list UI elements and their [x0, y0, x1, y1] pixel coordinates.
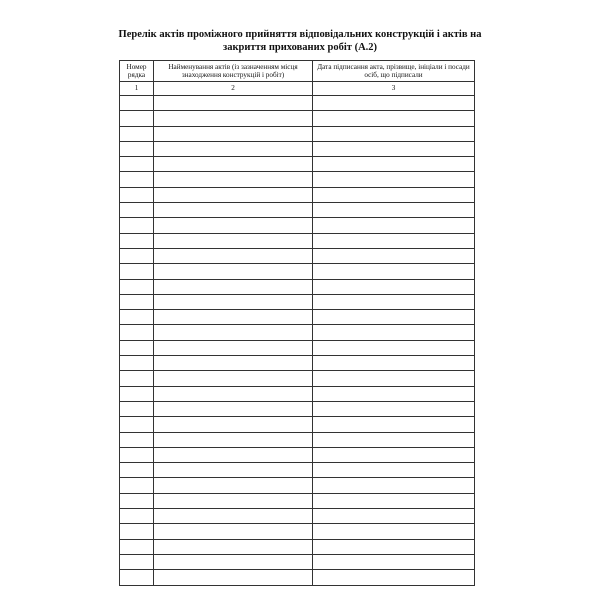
cell-signing-info	[313, 478, 475, 493]
cell-row-number	[120, 187, 154, 202]
header-row-number: Номер рядка	[120, 61, 154, 82]
cell-signing-info	[313, 509, 475, 524]
table-row	[120, 325, 475, 340]
cell-act-name	[154, 264, 313, 279]
cell-act-name	[154, 509, 313, 524]
table-row	[120, 340, 475, 355]
cell-signing-info	[313, 371, 475, 386]
cell-act-name	[154, 554, 313, 569]
title-line-1: Перелік актів проміжного прийняття відповідальних конструкцій і актів на	[118, 29, 482, 40]
cell-act-name	[154, 111, 313, 126]
cell-row-number	[120, 325, 154, 340]
cell-act-name	[154, 96, 313, 111]
table-row	[120, 371, 475, 386]
page-title	[100, 28, 500, 54]
cell-row-number	[120, 401, 154, 416]
table-row	[120, 401, 475, 416]
cell-act-name	[154, 248, 313, 263]
cell-signing-info	[313, 570, 475, 585]
cell-signing-info	[313, 279, 475, 294]
table-row	[120, 509, 475, 524]
cell-act-name	[154, 539, 313, 554]
table-row	[120, 111, 475, 126]
table-row	[120, 264, 475, 279]
cell-row-number	[120, 96, 154, 111]
table-row	[120, 493, 475, 508]
cell-signing-info	[313, 264, 475, 279]
cell-signing-info	[313, 111, 475, 126]
cell-signing-info	[313, 401, 475, 416]
cell-signing-info	[313, 294, 475, 309]
cell-row-number	[120, 279, 154, 294]
cell-signing-info	[313, 248, 475, 263]
cell-act-name	[154, 279, 313, 294]
cell-act-name	[154, 203, 313, 218]
table-row	[120, 294, 475, 309]
table-row	[120, 524, 475, 539]
cell-row-number	[120, 310, 154, 325]
table-row	[120, 157, 475, 172]
title-line-2: закриття прихованих робіт (А.2)	[222, 42, 378, 53]
cell-signing-info	[313, 386, 475, 401]
cell-row-number	[120, 478, 154, 493]
cell-act-name	[154, 157, 313, 172]
cell-row-number	[120, 570, 154, 585]
table-row	[120, 248, 475, 263]
cell-row-number	[120, 264, 154, 279]
cell-act-name	[154, 187, 313, 202]
cell-row-number	[120, 157, 154, 172]
cell-signing-info	[313, 524, 475, 539]
cell-signing-info	[313, 340, 475, 355]
cell-signing-info	[313, 126, 475, 141]
cell-act-name	[154, 570, 313, 585]
cell-row-number	[120, 493, 154, 508]
cell-signing-info	[313, 203, 475, 218]
table-row	[120, 218, 475, 233]
cell-row-number	[120, 233, 154, 248]
cell-signing-info	[313, 493, 475, 508]
cell-act-name	[154, 401, 313, 416]
table-row	[120, 478, 475, 493]
cell-act-name	[154, 172, 313, 187]
column-number-3: 3	[313, 82, 475, 96]
table-row	[120, 172, 475, 187]
cell-signing-info	[313, 356, 475, 371]
cell-signing-info	[313, 539, 475, 554]
cell-signing-info	[313, 141, 475, 156]
table-row	[120, 126, 475, 141]
table-row	[120, 96, 475, 111]
table-row	[120, 554, 475, 569]
table-row	[120, 310, 475, 325]
cell-row-number	[120, 141, 154, 156]
table-row	[120, 417, 475, 432]
cell-act-name	[154, 386, 313, 401]
cell-signing-info	[313, 187, 475, 202]
cell-act-name	[154, 463, 313, 478]
cell-act-name	[154, 340, 313, 355]
table-row	[120, 539, 475, 554]
column-number-2: 2	[154, 82, 313, 96]
cell-act-name	[154, 417, 313, 432]
cell-act-name	[154, 218, 313, 233]
cell-signing-info	[313, 157, 475, 172]
table-row	[120, 356, 475, 371]
table-row	[120, 432, 475, 447]
cell-act-name	[154, 478, 313, 493]
cell-row-number	[120, 248, 154, 263]
cell-act-name	[154, 524, 313, 539]
cell-row-number	[120, 111, 154, 126]
cell-signing-info	[313, 172, 475, 187]
cell-row-number	[120, 447, 154, 462]
cell-row-number	[120, 371, 154, 386]
cell-signing-info	[313, 447, 475, 462]
table-row	[120, 279, 475, 294]
cell-signing-info	[313, 233, 475, 248]
cell-signing-info	[313, 463, 475, 478]
cell-row-number	[120, 218, 154, 233]
table-body	[120, 96, 475, 586]
acts-register-table	[119, 60, 475, 586]
table-row	[120, 463, 475, 478]
table-row	[120, 386, 475, 401]
table-row	[120, 203, 475, 218]
cell-row-number	[120, 539, 154, 554]
table-row	[120, 187, 475, 202]
cell-act-name	[154, 310, 313, 325]
cell-act-name	[154, 233, 313, 248]
cell-signing-info	[313, 432, 475, 447]
cell-act-name	[154, 141, 313, 156]
table-row	[120, 447, 475, 462]
table-row	[120, 570, 475, 585]
column-number-row	[120, 82, 475, 96]
cell-row-number	[120, 509, 154, 524]
header-act-name: Найменування актів (із зазначенням місця знаходження конструкцій і робіт)	[154, 61, 313, 82]
column-number-1: 1	[120, 82, 154, 96]
cell-row-number	[120, 203, 154, 218]
cell-act-name	[154, 356, 313, 371]
cell-row-number	[120, 524, 154, 539]
cell-signing-info	[313, 310, 475, 325]
cell-row-number	[120, 172, 154, 187]
cell-row-number	[120, 463, 154, 478]
cell-signing-info	[313, 218, 475, 233]
header-row	[120, 61, 475, 82]
cell-row-number	[120, 417, 154, 432]
cell-act-name	[154, 371, 313, 386]
cell-row-number	[120, 432, 154, 447]
cell-signing-info	[313, 96, 475, 111]
cell-act-name	[154, 294, 313, 309]
cell-row-number	[120, 126, 154, 141]
cell-act-name	[154, 447, 313, 462]
cell-act-name	[154, 493, 313, 508]
cell-row-number	[120, 386, 154, 401]
table-row	[120, 141, 475, 156]
cell-row-number	[120, 340, 154, 355]
header-signing-info: Дата підписання акта, прізвище, ініціали і посади осіб, що підписали	[313, 61, 475, 82]
cell-signing-info	[313, 325, 475, 340]
cell-act-name	[154, 126, 313, 141]
cell-signing-info	[313, 417, 475, 432]
cell-row-number	[120, 294, 154, 309]
cell-row-number	[120, 356, 154, 371]
table-row	[120, 233, 475, 248]
cell-row-number	[120, 554, 154, 569]
cell-signing-info	[313, 554, 475, 569]
cell-act-name	[154, 325, 313, 340]
cell-act-name	[154, 432, 313, 447]
